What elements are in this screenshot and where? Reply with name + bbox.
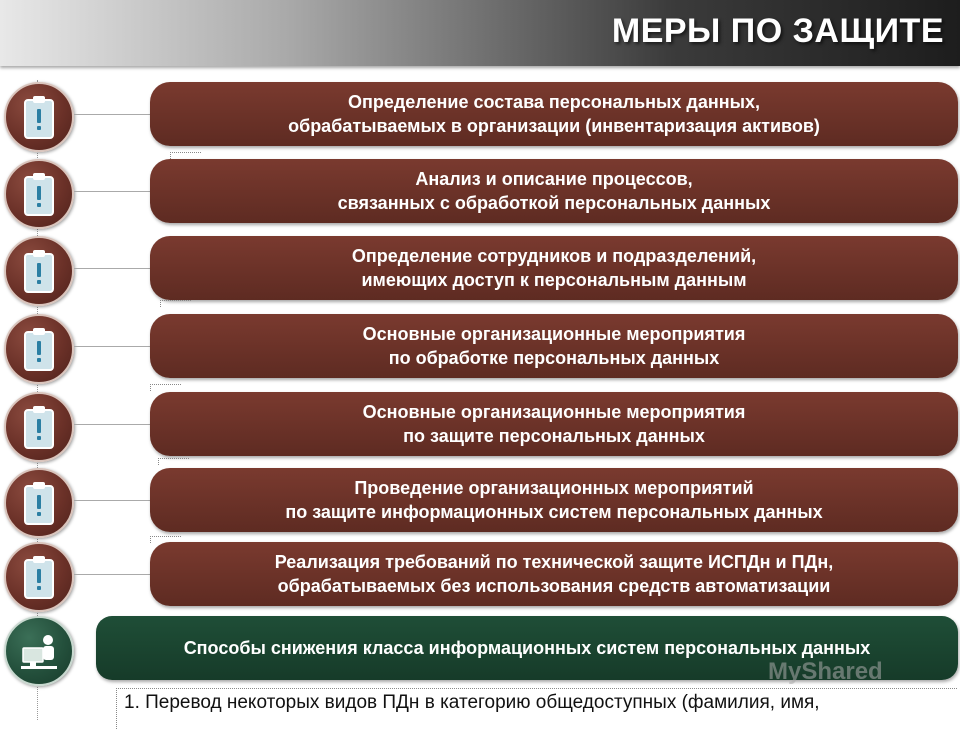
- dotted-tick: [158, 458, 189, 465]
- connector-branch: [74, 114, 152, 115]
- final-step-marker: [4, 616, 74, 686]
- clipboard-exclamation-icon: [21, 480, 57, 526]
- connector-branch: [74, 191, 152, 192]
- step-line-1: Реализация требований по технической защите ИСПДн и ПДн,: [274, 552, 834, 572]
- step-pill: [150, 236, 958, 300]
- connector-branch: [74, 346, 152, 347]
- step-pill: [150, 82, 958, 146]
- step-pill: [150, 542, 958, 606]
- clipboard-exclamation-icon: [21, 326, 57, 372]
- connector-branch: [74, 424, 152, 425]
- step-pill: [150, 468, 958, 532]
- step-line-2: по защите информационных систем персональных данных: [285, 502, 823, 522]
- final-step-label: Способы снижения класса информационных систем персональных данных: [183, 638, 871, 658]
- clipboard-exclamation-icon: [21, 248, 57, 294]
- step-marker: [4, 159, 74, 229]
- step-line-2: по обработке персональных данных: [388, 348, 720, 368]
- step-line-1: Основные организационные мероприятия: [362, 402, 746, 422]
- step-marker: [4, 468, 74, 538]
- step-pill: [150, 314, 958, 378]
- step-line-2: обрабатываемых в организации (инвентаризация активов): [288, 116, 820, 136]
- step-row-6: [0, 466, 960, 530]
- step-row-2: [0, 157, 960, 221]
- step-line-1: Определение состава персональных данных,: [347, 92, 760, 112]
- step-marker: [4, 392, 74, 462]
- step-line-1: Определение сотрудников и подразделений,: [351, 246, 757, 266]
- step-row-4: [0, 312, 960, 376]
- step-pill: [150, 392, 958, 456]
- header-bar: [0, 0, 960, 66]
- step-pill: [150, 159, 958, 223]
- dotted-tick: [160, 300, 191, 307]
- bottom-list-item: 1. Перевод некоторых видов ПДн в категорию общедоступных (фамилия, имя,: [124, 692, 820, 713]
- connector-branch: [74, 500, 152, 501]
- step-marker: [4, 82, 74, 152]
- connector-branch: [74, 268, 152, 269]
- watermark-logo: MyShared: [768, 658, 883, 685]
- step-line-1: Проведение организационных мероприятий: [354, 478, 754, 498]
- step-row-5: [0, 390, 960, 454]
- step-marker: [4, 314, 74, 384]
- clipboard-exclamation-icon: [21, 94, 57, 140]
- step-line-2: связанных с обработкой персональных данных: [337, 193, 771, 213]
- clipboard-exclamation-icon: [21, 404, 57, 450]
- step-line-1: Основные организационные мероприятия: [362, 324, 746, 344]
- step-row-1: [0, 80, 960, 144]
- step-marker: [4, 542, 74, 612]
- clipboard-exclamation-icon: [21, 554, 57, 600]
- step-row-7: [0, 540, 960, 604]
- page-title: МЕРЫ ПО ЗАЩИТЕ: [611, 12, 944, 50]
- computer-workstation-icon: [21, 628, 57, 674]
- step-marker: [4, 236, 74, 306]
- step-line-2: имеющих доступ к персональным данным: [361, 270, 747, 290]
- clipboard-exclamation-icon: [21, 171, 57, 217]
- step-row-3: [0, 234, 960, 298]
- step-line-1: Анализ и описание процессов,: [415, 169, 693, 189]
- step-line-2: по защите персональных данных: [403, 426, 705, 446]
- connector-branch: [74, 574, 152, 575]
- step-line-2: обрабатываемых без использования средств автоматизации: [277, 576, 831, 596]
